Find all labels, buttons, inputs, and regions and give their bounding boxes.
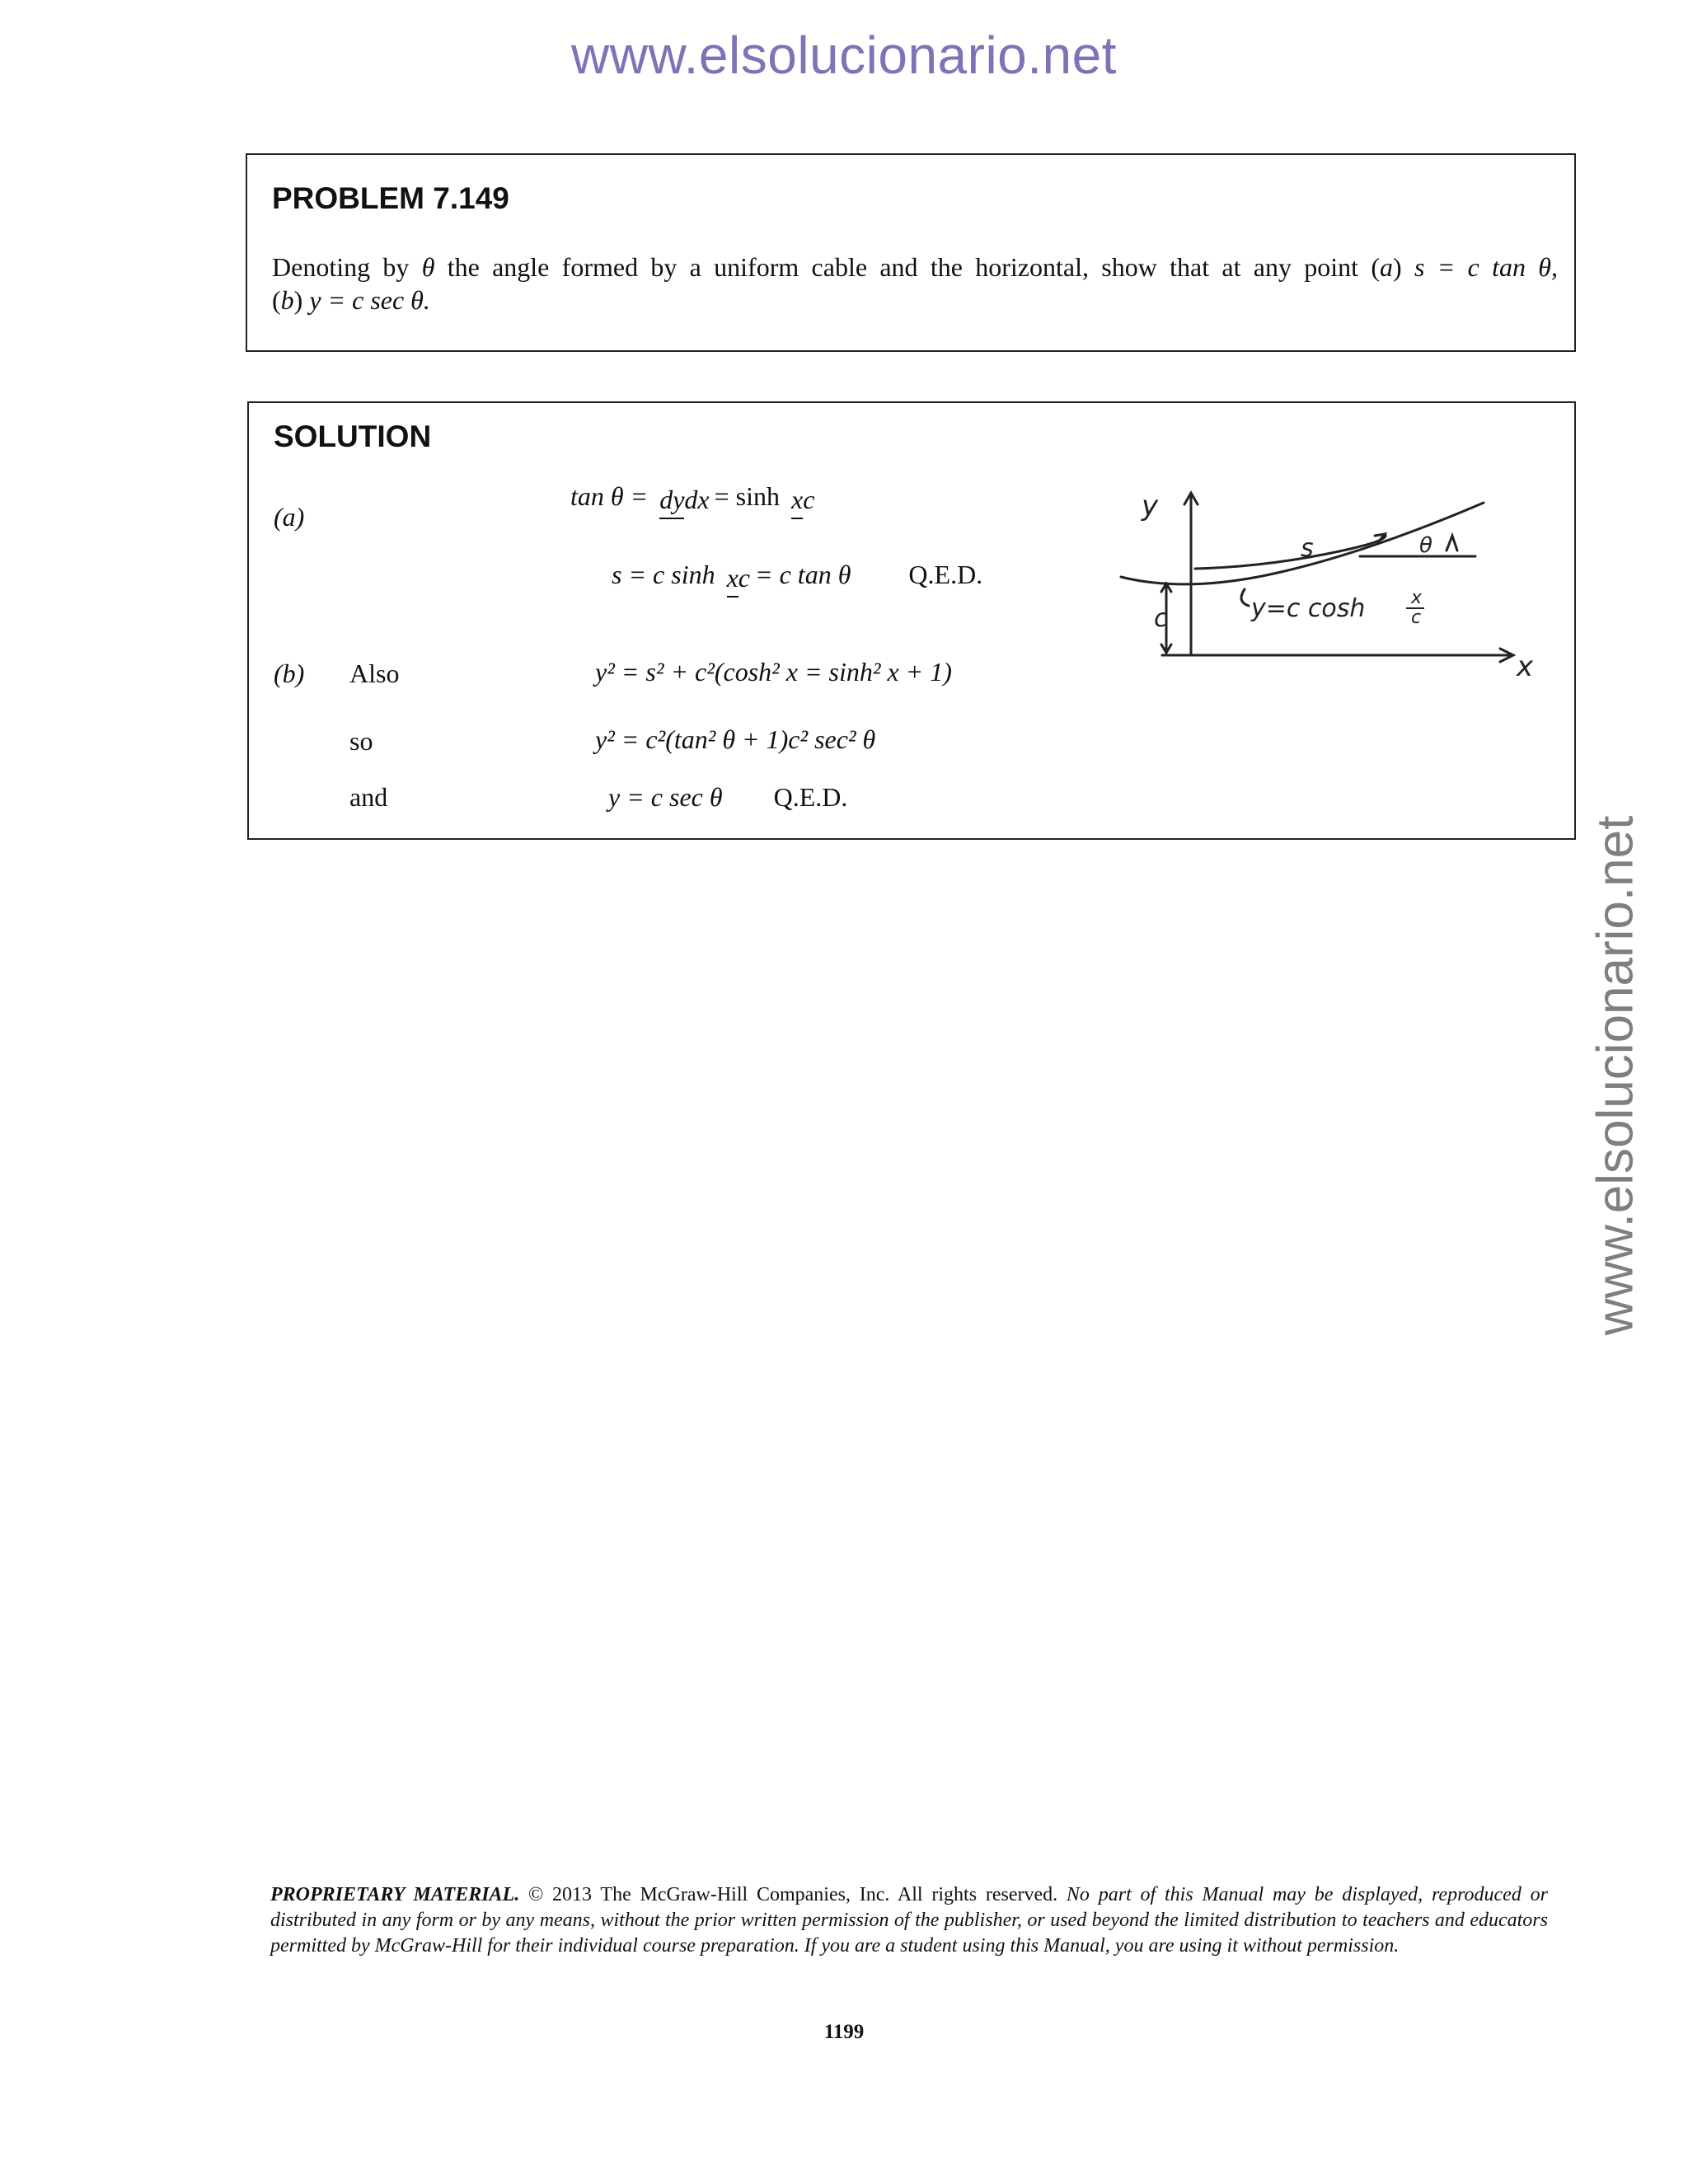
theta-arc-arrow	[1447, 536, 1457, 551]
frac-num: dy	[659, 485, 684, 519]
fraction-x-c	[726, 562, 750, 593]
part-b-letter: b	[280, 285, 294, 315]
eq-a2-lhs: s = c sinh	[612, 560, 715, 589]
curve-frac-den: c	[1411, 607, 1422, 628]
s-label: s	[1301, 534, 1314, 563]
equation-a1	[570, 481, 819, 513]
label-leader	[1241, 589, 1249, 606]
footer-bold: PROPRIETARY MATERIAL.	[270, 1884, 520, 1905]
cable-diagram	[1113, 478, 1541, 684]
statement-text: Denoting by	[272, 252, 422, 282]
statement-text: )	[293, 285, 310, 315]
eq-b2-text: y² = c²(tan² θ + 1)c² sec² θ	[595, 724, 876, 754]
theta-symbol: θ	[421, 252, 435, 282]
part-b-label-text: (b)	[274, 658, 305, 688]
eq-a2-rhs: = c tan θ	[755, 560, 851, 589]
frac-den: c	[738, 562, 750, 593]
fraction-x-c	[791, 486, 814, 513]
qed-label: Q.E.D.	[773, 782, 848, 812]
problem-box	[246, 153, 1576, 352]
word-and: and	[349, 782, 388, 812]
statement-line-1	[272, 251, 1558, 284]
part-b-label	[274, 658, 304, 689]
footer-italic-notice: No part of this Manual may be displayed, reproduced or distributed in any form or by any means, without the prior written permission of the publisher, or used beyond the limited distribution to teachers and educators permitted by McGraw-Hill for their individual course preparation. If you are a student using this Manual, you are using it without permission.	[270, 1884, 1548, 1957]
statement-text: the angle formed by a uniform cable and the horizontal, show that at any point (	[434, 252, 1381, 282]
footer-notice	[270, 1882, 1548, 1959]
fraction-dy-dx	[659, 486, 709, 513]
part-a-label-text: (a)	[274, 502, 305, 532]
eq-a1-mid: = sinh	[714, 481, 780, 511]
frac-den: dx	[684, 484, 710, 514]
statement-text: (	[272, 285, 281, 315]
statement-eq-a: s = c tan θ,	[1414, 252, 1559, 282]
eq-b1-text: y² = s² + c²(cosh² x = sinh² x + 1)	[595, 657, 952, 687]
theta-label: θ	[1419, 533, 1432, 558]
footer-copyright: © 2013 The McGraw-Hill Companies, Inc. All rights reserved.	[519, 1884, 1067, 1905]
curve-frac-num: x	[1411, 588, 1423, 608]
watermark-top: www.elsolucionario.net	[571, 26, 1117, 85]
problem-title: PROBLEM 7.149	[272, 181, 509, 215]
c-label: c	[1154, 604, 1168, 633]
qed-label: Q.E.D.	[908, 560, 983, 589]
page-number: 1199	[823, 2021, 865, 2043]
part-a-letter: a	[1380, 252, 1394, 282]
statement-text: )	[1393, 252, 1414, 282]
equation-b1	[595, 657, 952, 687]
y-axis-label: y	[1142, 490, 1159, 523]
statement-eq-b: y = c sec θ.	[309, 285, 430, 315]
problem-statement	[272, 251, 1558, 316]
watermark-side-text: www.elsolucionario.net	[1587, 815, 1644, 1336]
eq-b3-text: y = c sec θ	[608, 782, 723, 812]
solution-title: SOLUTION	[274, 419, 432, 453]
part-a-label	[274, 502, 304, 532]
equation-b2	[595, 724, 875, 755]
curve-equation-label: y=c cosh	[1251, 594, 1366, 623]
frac-den: c	[803, 484, 815, 514]
statement-line-2	[272, 284, 1558, 316]
frac-num: x	[727, 563, 738, 598]
equation-b3	[608, 782, 847, 813]
equation-a2	[612, 560, 982, 591]
word-so: so	[349, 726, 373, 756]
frac-num: x	[791, 485, 803, 519]
eq-a1-lhs: tan θ =	[570, 481, 649, 511]
word-also: Also	[349, 658, 400, 688]
x-axis-label: x	[1517, 650, 1534, 683]
